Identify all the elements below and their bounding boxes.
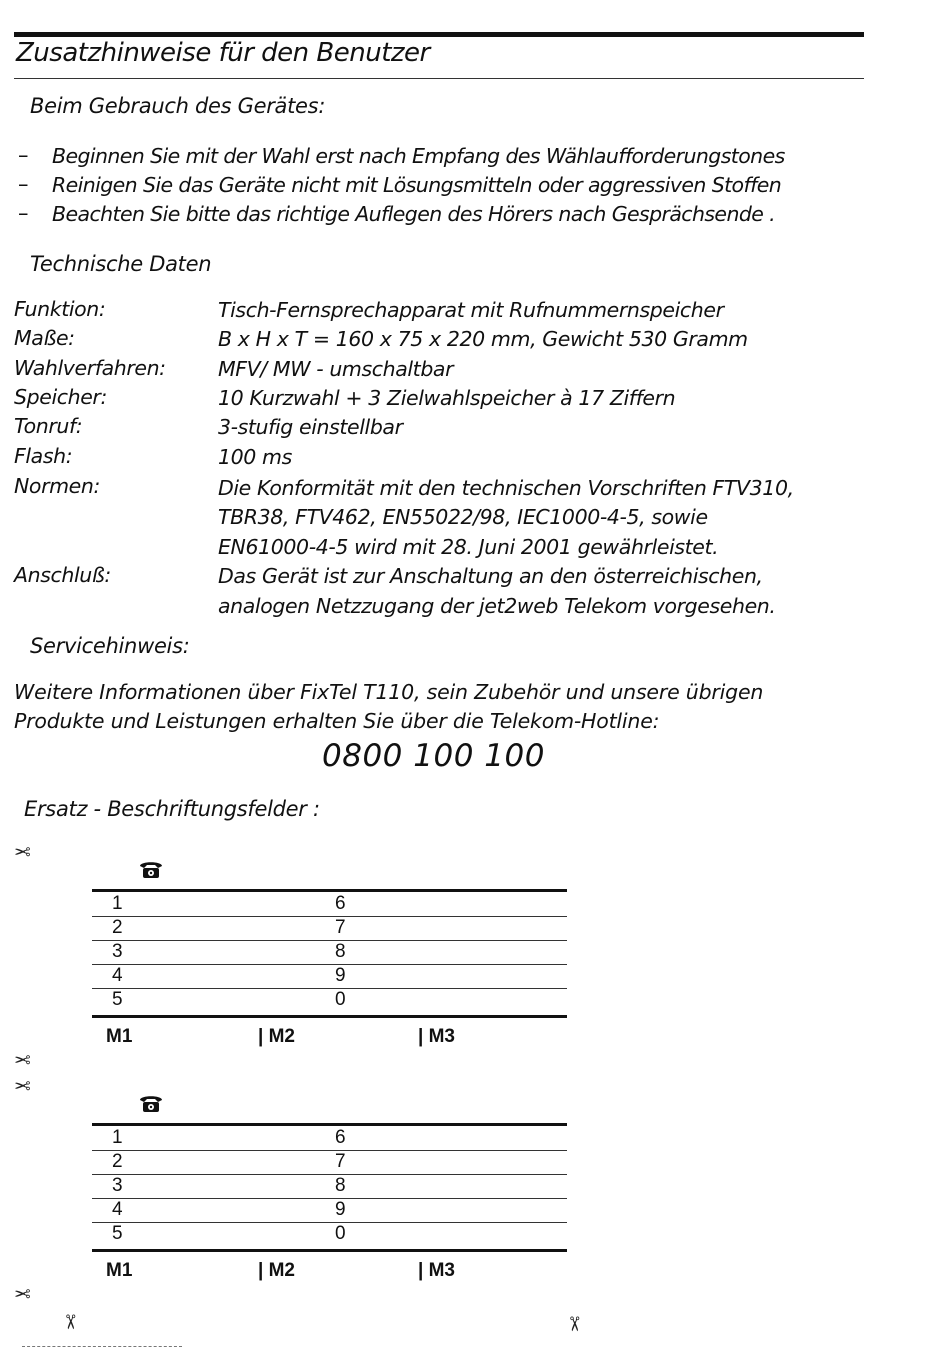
memory-key-label: | M2 bbox=[258, 1026, 295, 1047]
table-row bbox=[92, 1222, 567, 1246]
scissors-icon: ✂ bbox=[14, 840, 31, 864]
speed-dial-number: 8 bbox=[335, 1175, 346, 1196]
table-row bbox=[92, 916, 567, 941]
table-row bbox=[92, 940, 567, 965]
speed-dial-number: 1 bbox=[112, 893, 123, 914]
top-rule bbox=[14, 32, 864, 37]
table-row bbox=[92, 988, 567, 1012]
tech-label-flash: Flash: bbox=[14, 444, 73, 468]
speed-dial-number: 4 bbox=[112, 965, 123, 986]
technical-heading: Technische Daten bbox=[30, 252, 212, 276]
tech-value-flash: 100 ms bbox=[218, 445, 292, 469]
tech-value-tonruf: 3-stufig einstellbar bbox=[218, 415, 403, 439]
tech-value-funktion: Tisch-Fernsprechapparat mit Rufnummernspeicher bbox=[218, 298, 724, 322]
page-title: Zusatzhinweise für den Benutzer bbox=[16, 38, 430, 68]
usage-item: Beginnen Sie mit der Wahl erst nach Empfang des Wählaufforderungstones bbox=[52, 144, 785, 168]
tech-value-anschluss-line2: analogen Netzzugang der jet2web Telekom vorgesehen. bbox=[218, 594, 776, 618]
speed-dial-number: 3 bbox=[112, 941, 123, 962]
title-underline bbox=[14, 78, 864, 79]
tech-value-normen-line3: EN61000-4-5 wird mit 28. Juni 2001 gewährleistet. bbox=[218, 535, 719, 559]
speed-dial-number: 0 bbox=[335, 989, 346, 1010]
label-field bbox=[92, 1090, 567, 1286]
scissors-icon: ✂ bbox=[58, 1313, 83, 1331]
scissors-icon: ✂ bbox=[562, 1315, 587, 1333]
tech-label-normen: Normen: bbox=[14, 474, 100, 498]
table-row bbox=[92, 964, 567, 989]
tech-label-anschluss: Anschluß: bbox=[14, 563, 111, 587]
speed-dial-number: 4 bbox=[112, 1199, 123, 1220]
scissors-icon: ✂ bbox=[14, 1074, 31, 1098]
table-row bbox=[92, 1198, 567, 1223]
scissors-icon: ✂ bbox=[14, 1048, 31, 1072]
telephone-icon bbox=[138, 858, 164, 880]
tech-value-normen-line1: Die Konformität mit den technischen Vorschriften FTV310, bbox=[218, 476, 794, 500]
bullet-marker: – bbox=[18, 172, 29, 196]
hotline-number: 0800 100 100 bbox=[322, 738, 545, 774]
speed-dial-number: 5 bbox=[112, 1223, 123, 1244]
speed-dial-number: 8 bbox=[335, 941, 346, 962]
memory-key-label: M1 bbox=[106, 1260, 133, 1281]
bullet-marker: – bbox=[18, 201, 29, 225]
telephone-icon bbox=[138, 1092, 164, 1114]
memory-key-label: | M3 bbox=[418, 1026, 455, 1047]
tech-label-masse: Maße: bbox=[14, 326, 75, 350]
service-text-line2: Produkte und Leistungen erhalten Sie über die Telekom-Hotline: bbox=[14, 709, 660, 733]
speed-dial-number: 2 bbox=[112, 917, 123, 938]
memory-key-label: | M3 bbox=[418, 1260, 455, 1281]
cut-line bbox=[22, 1346, 182, 1347]
speed-dial-number: 7 bbox=[335, 917, 346, 938]
speed-dial-number: 5 bbox=[112, 989, 123, 1010]
usage-item: Reinigen Sie das Geräte nicht mit Lösungsmitteln oder aggressiven Stoffen bbox=[52, 173, 782, 197]
speed-dial-number: 2 bbox=[112, 1151, 123, 1172]
usage-item: Beachten Sie bitte das richtige Auflegen des Hörers nach Gesprächsende . bbox=[52, 202, 776, 226]
service-text-line1: Weitere Informationen über FixTel T110, sein Zubehör und unsere übrigen bbox=[14, 680, 764, 704]
speed-dial-number: 6 bbox=[335, 1127, 346, 1148]
tech-label-speicher: Speicher: bbox=[14, 385, 107, 409]
tech-value-wahlverfahren: MFV/ MW - umschaltbar bbox=[218, 357, 454, 381]
table-row bbox=[92, 1126, 567, 1151]
tech-value-speicher: 10 Kurzwahl + 3 Zielwahlspeicher à 17 Ziffern bbox=[218, 386, 676, 410]
label-field bbox=[92, 856, 567, 1052]
speed-dial-number: 9 bbox=[335, 965, 346, 986]
speed-dial-number: 6 bbox=[335, 893, 346, 914]
speed-dial-number: 7 bbox=[335, 1151, 346, 1172]
tech-label-tonruf: Tonruf: bbox=[14, 414, 83, 438]
labels-heading: Ersatz - Beschriftungsfelder : bbox=[24, 797, 320, 821]
table-row bbox=[92, 1150, 567, 1175]
bullet-marker: – bbox=[18, 143, 29, 167]
speed-dial-number: 9 bbox=[335, 1199, 346, 1220]
scissors-icon: ✂ bbox=[14, 1282, 31, 1306]
field-bottom-bar bbox=[92, 1249, 567, 1252]
table-row bbox=[92, 1174, 567, 1199]
tech-value-masse: B x H x T = 160 x 75 x 220 mm, Gewicht 530 Gramm bbox=[218, 327, 748, 351]
table-row bbox=[92, 892, 567, 917]
memory-key-label: | M2 bbox=[258, 1260, 295, 1281]
speed-dial-number: 1 bbox=[112, 1127, 123, 1148]
tech-value-normen-line2: TBR38, FTV462, EN55022/98, IEC1000-4-5, sowie bbox=[218, 505, 708, 529]
field-bottom-bar bbox=[92, 1015, 567, 1018]
tech-value-anschluss-line1: Das Gerät ist zur Anschaltung an den österreichischen, bbox=[218, 564, 763, 588]
service-heading: Servicehinweis: bbox=[30, 634, 190, 658]
memory-key-label: M1 bbox=[106, 1026, 133, 1047]
tech-label-wahlverfahren: Wahlverfahren: bbox=[14, 356, 166, 380]
speed-dial-number: 0 bbox=[335, 1223, 346, 1244]
speed-dial-number: 3 bbox=[112, 1175, 123, 1196]
usage-heading: Beim Gebrauch des Gerätes: bbox=[30, 94, 326, 118]
tech-label-funktion: Funktion: bbox=[14, 297, 106, 321]
